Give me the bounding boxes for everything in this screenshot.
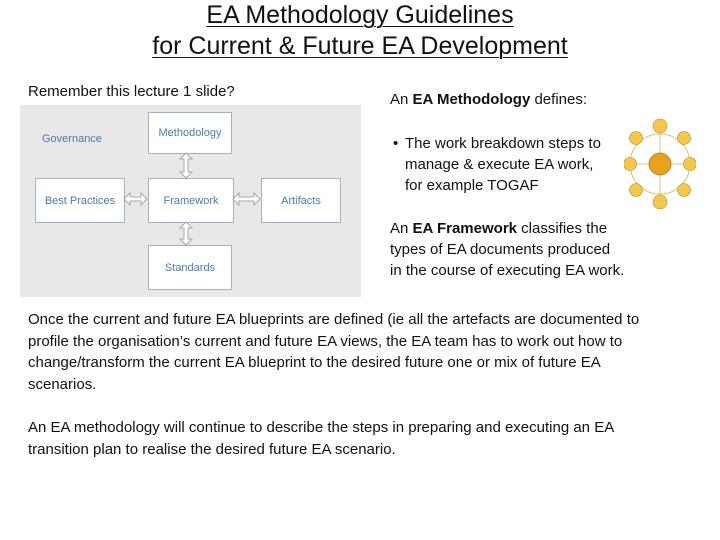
artifacts-box: Artifacts — [261, 178, 341, 223]
framework-box: Framework — [148, 178, 234, 223]
methodology-bullet: • The work breakdown steps to manage & execute EA work, for example TOGAF — [393, 135, 601, 194]
governance-label: Governance — [42, 133, 102, 145]
standards-box: Standards — [148, 245, 232, 290]
framework-definition: An EA Framework classifies the types of EA documents produced in the course of executing EA work. — [390, 220, 625, 279]
bullet-dot: • — [393, 135, 399, 152]
framework-standards-arrow — [180, 222, 192, 245]
slide-title-line2: for Current & Future EA Development — [152, 32, 568, 60]
transition-paragraph: An EA methodology will continue to describe the steps in preparing and executing an EA transition plan to realise the desired future EA scenario. — [28, 419, 615, 458]
methodology-definition: An EA Methodology defines: — [390, 91, 588, 108]
methodology-framework-arrow — [180, 153, 192, 178]
togaf-adm-image — [624, 116, 696, 212]
framework-artifacts-arrow — [233, 193, 260, 205]
bestpractices-framework-arrow — [124, 193, 147, 205]
slide-title-line1: EA Methodology Guidelines — [206, 1, 514, 29]
best-practices-box: Best Practices — [35, 178, 125, 223]
blueprint-paragraph: Once the current and future EA blueprints are defined (ie all the artefacts are documented to profile the organisation’s current and future EA views, the EA team has to work out how to change/transform the current EA blueprint to the desired future one or mix of future EA scenarios. — [28, 311, 640, 393]
methodology-box: Methodology — [148, 112, 232, 154]
ea-components-diagram — [20, 105, 361, 297]
diagram-arrows — [20, 105, 361, 297]
remember-caption: Remember this lecture 1 slide? — [28, 83, 235, 100]
togaf-center-node — [649, 153, 671, 175]
